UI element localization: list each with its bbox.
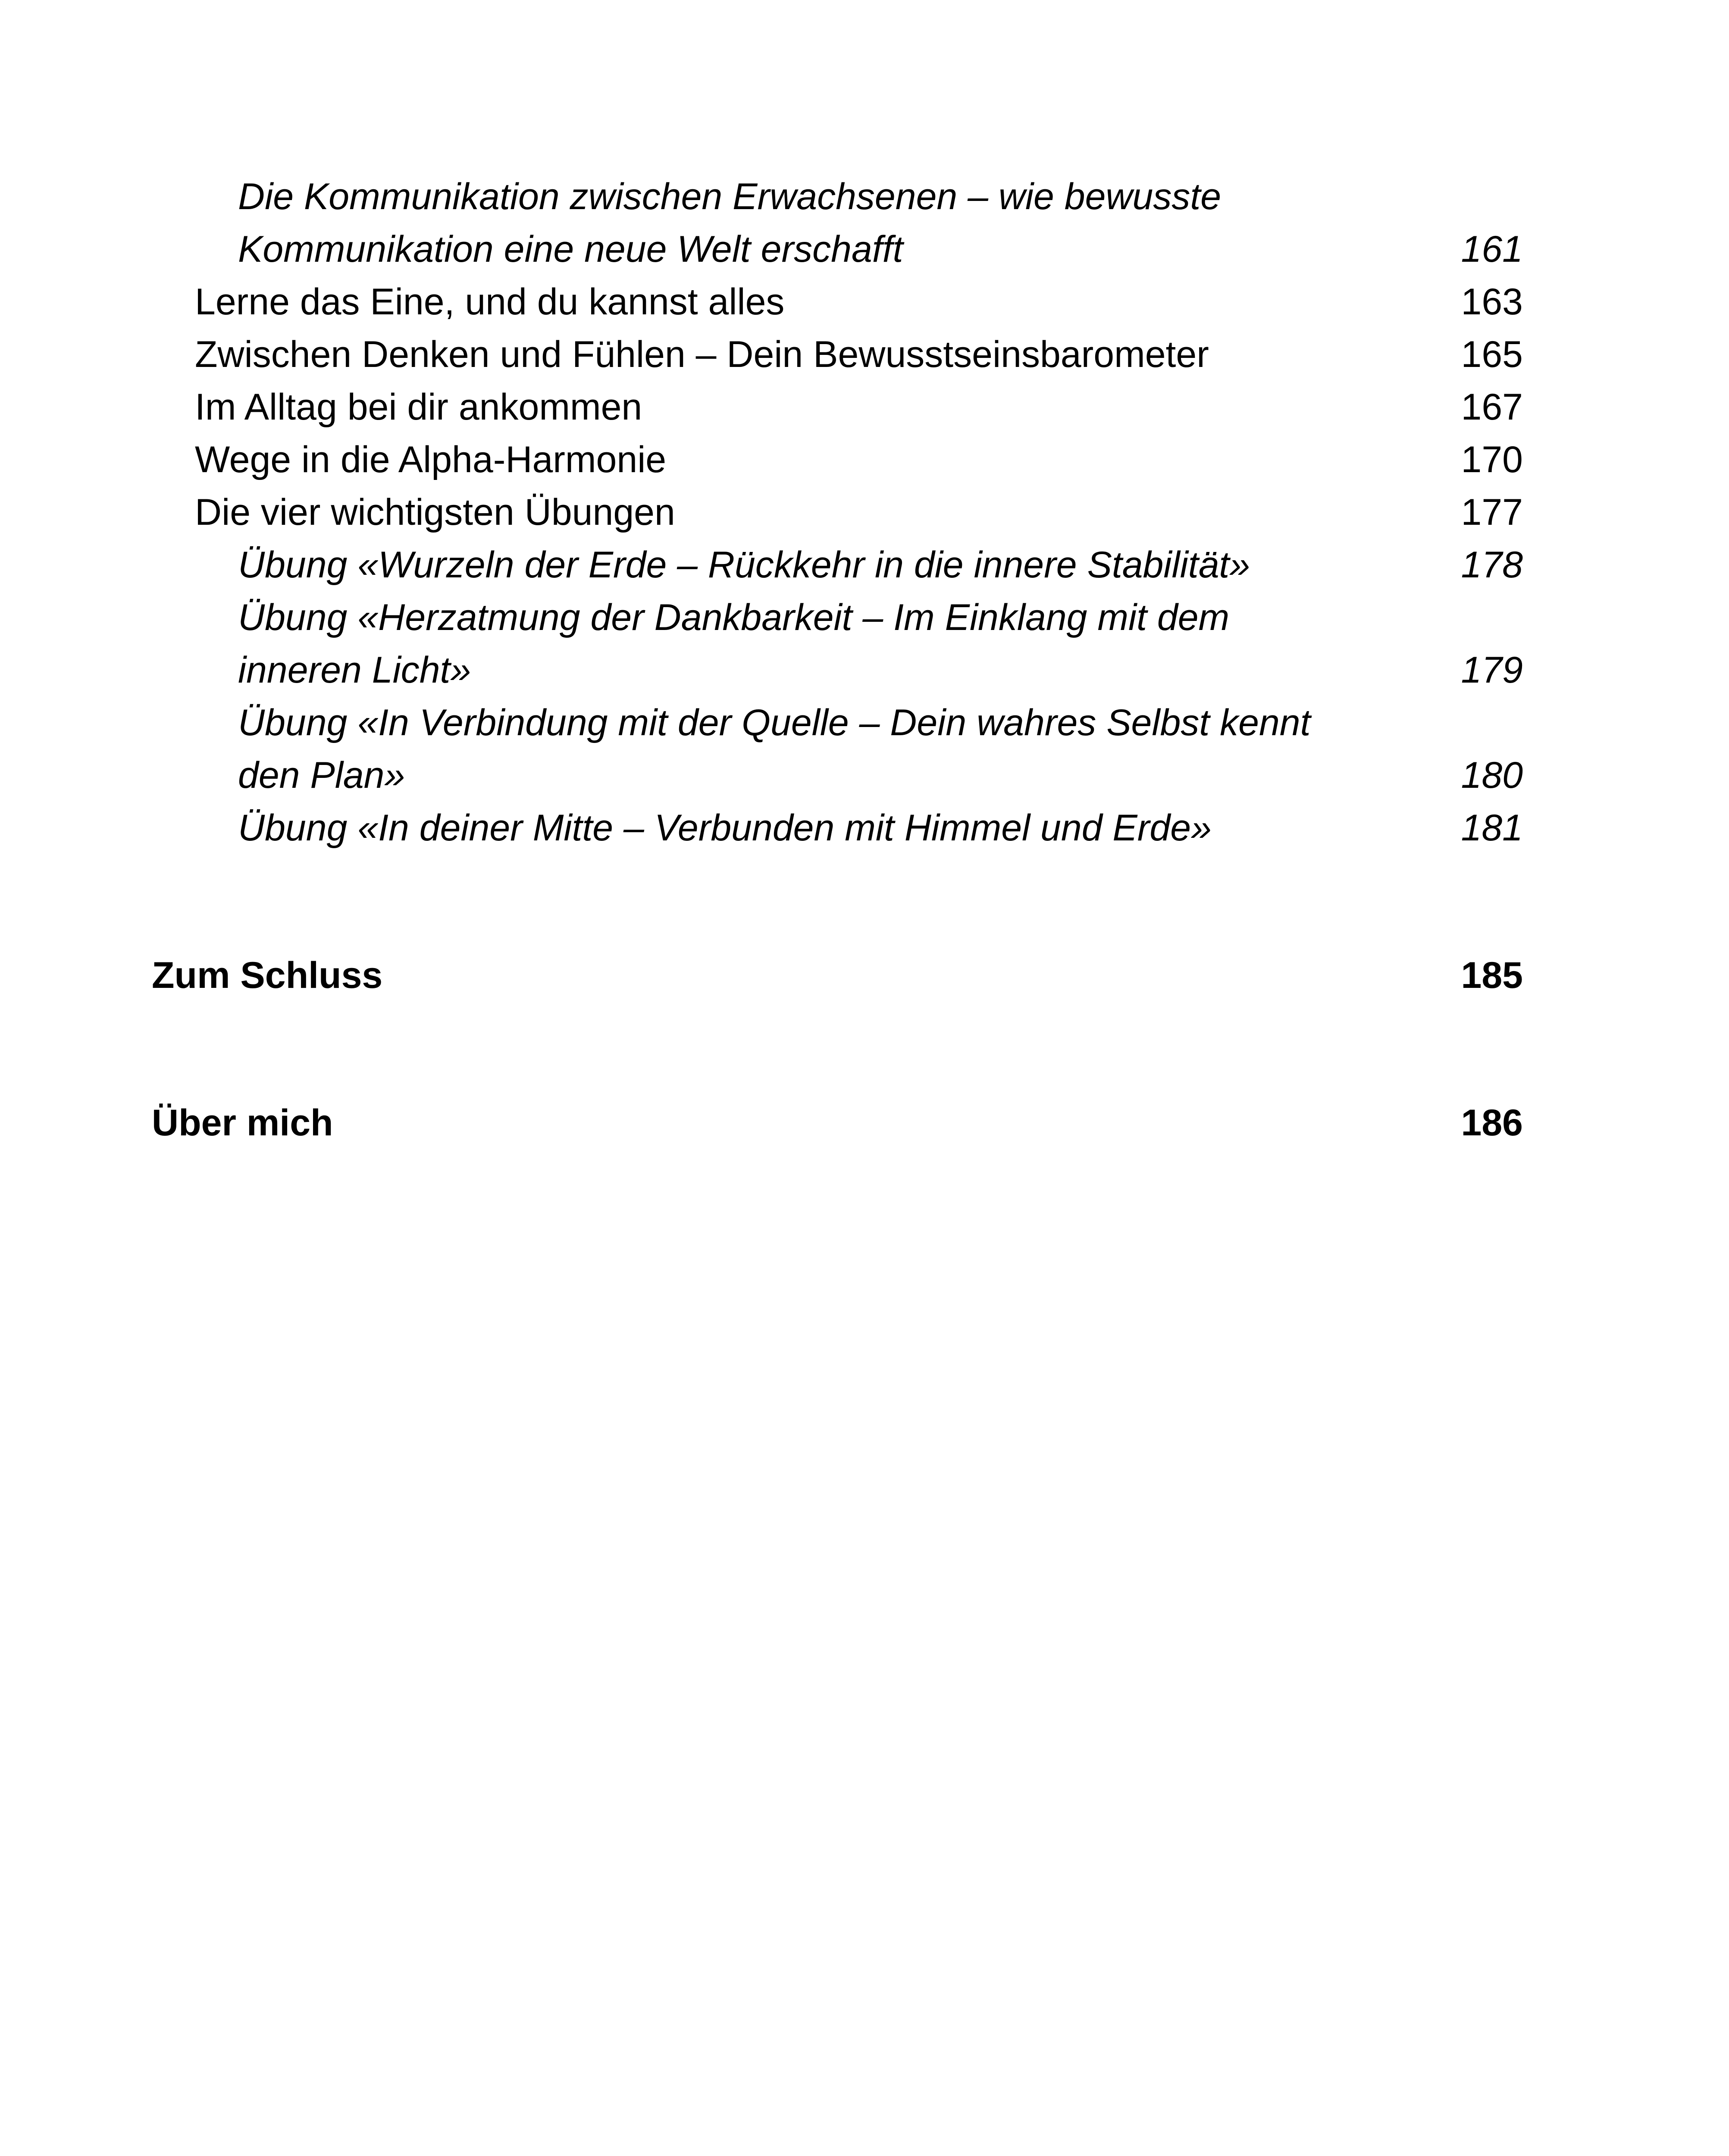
toc-entry-ueber-mich [152,1097,1523,1149]
toc-entry-page-number: 179 [1461,649,1523,691]
toc-entry-page-number: 163 [1461,281,1523,323]
toc-entry-page-number: 167 [1461,386,1523,428]
toc-entry-title-line: Über mich [152,1102,333,1144]
toc-entry-im-alltag [152,381,1523,433]
toc-entry-page-number: 170 [1461,439,1523,480]
toc-entry-uebung-herzatmung [152,591,1523,696]
toc-entry-vier-uebungen [152,486,1523,539]
toc-entry-page-number: 178 [1461,544,1523,586]
toc-entry-title-line: Die Kommunikation zwischen Erwachsenen – wie bewusste [238,176,1222,217]
toc-entry-kommunikation [152,170,1523,276]
toc-entry-page-number: 180 [1461,755,1523,796]
toc-entry-zum-schluss [152,949,1523,1002]
toc-entry-uebung-quelle [152,696,1523,802]
toc-entry-title-line: Lerne das Eine, und du kannst alles [195,281,785,323]
toc-entry-title-line: Übung «In Verbindung mit der Quelle – Dein wahres Selbst kennt [238,702,1311,743]
toc-entry-title-line: Wege in die Alpha-Harmonie [195,439,667,480]
toc-entry-page-number: 161 [1461,229,1523,270]
toc-entry-title-line: Kommunikation eine neue Welt erschafft [238,229,903,270]
toc-entry-title-line: Zwischen Denken und Fühlen – Dein Bewusstseinsbarometer [195,334,1209,375]
toc-entry-title-line: Übung «In deiner Mitte – Verbunden mit Himmel und Erde» [238,807,1212,849]
toc-entry-title-line: Zum Schluss [152,955,383,996]
toc-entry-page-number: 181 [1461,807,1523,849]
toc-entry-uebung-wurzeln [152,539,1523,591]
toc-entry-title-line: inneren Licht» [238,649,471,691]
toc-entry-title-line: Im Alltag bei dir ankommen [195,386,642,428]
toc-entry-lerne-das-eine [152,276,1523,328]
toc-entry-title-line: Übung «Herzatmung der Dankbarkeit – Im Einklang mit dem [238,597,1230,638]
toc-entry-uebung-mitte [152,802,1523,854]
toc-entry-title-line: Übung «Wurzeln der Erde – Rückkehr in die innere Stabilität» [238,544,1250,586]
toc-entry-page-number: 165 [1461,334,1523,375]
toc-entry-denken-und-fuehlen [152,328,1523,381]
toc-entry-title-line: Die vier wichtigsten Übungen [195,492,675,533]
toc-entry-alpha-harmonie [152,433,1523,486]
toc-entry-page-number: 185 [1461,955,1523,996]
toc-entry-page-number: 177 [1461,492,1523,533]
toc-entry-title-line: den Plan» [238,755,405,796]
table-of-contents [152,170,1523,1149]
toc-entry-page-number: 186 [1461,1102,1523,1144]
